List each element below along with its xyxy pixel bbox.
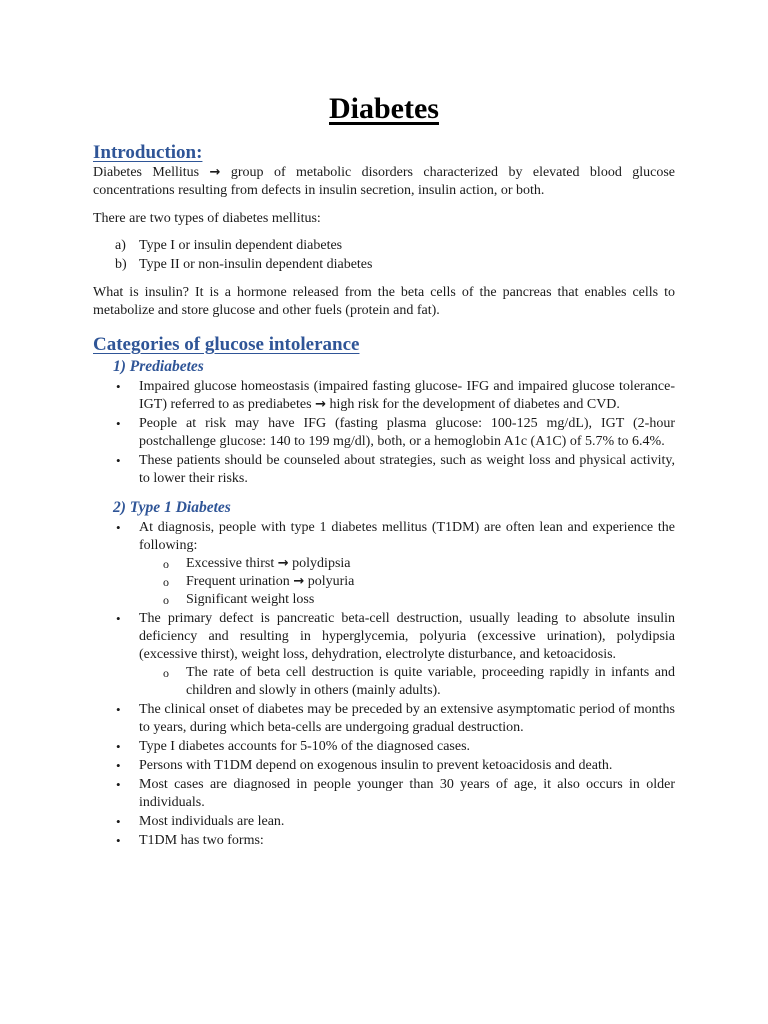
list-item [93, 452, 675, 488]
bullet-icon: • [116, 739, 121, 754]
types-intro: There are two types of diabetes mellitus: [93, 211, 321, 226]
list-item-text: At diagnosis, people with type 1 diabetes mellitus (T1DM) are often lean and experience the following: [139, 520, 675, 553]
list-item-text: The primary defect is pancreatic beta-cell destruction, usually leading to absolute insulin deficiency and resulting in hyperglycemia, polyuria (excessive urination), polydipsia (excessive thirst), weight loss, dehydration, electrolyte disturbance, and ketoacidosis. [139, 611, 675, 662]
list-item [93, 701, 675, 737]
list-item-text: T1DM has two forms: [139, 833, 264, 848]
right-arrow-icon: → [293, 574, 305, 589]
list-item [93, 813, 675, 831]
list-item-text: Excessive thirst [186, 556, 275, 571]
list-item-text: Most individuals are lean. [139, 814, 285, 829]
document-title: Diabetes [329, 92, 439, 125]
list-item-text: polydipsia [292, 556, 351, 571]
type1-heading: 2) Type 1 Diabetes [113, 499, 231, 516]
list-item-text: high risk for the development of diabetes and CVD. [329, 397, 620, 412]
right-arrow-icon: → [277, 556, 289, 571]
list-item-text: Persons with T1DM depend on exogenous insulin to prevent ketoacidosis and death. [139, 758, 613, 773]
list-item [93, 757, 675, 775]
list-item-text: Frequent urination [186, 574, 290, 589]
bullet-icon: • [116, 777, 121, 792]
list-item [93, 738, 675, 756]
list-item [93, 610, 675, 700]
circle-bullet-icon: o [163, 666, 169, 680]
bullet-icon: • [116, 520, 121, 535]
list-item [115, 255, 675, 274]
list-item-text: The clinical onset of diabetes may be preceded by an extensive asymptomatic period of months to years, during which beta-cells are undergoing gradual destruction. [139, 702, 675, 735]
categories-heading: Categories of glucose intolerance [93, 334, 360, 355]
list-item-text: These patients should be counseled about strategies, such as weight loss and physical activity, to lower their risks. [139, 453, 675, 486]
list-item [93, 415, 675, 451]
list-marker: a) [115, 238, 126, 253]
list-item-text: Type II or non-insulin dependent diabetes [139, 257, 373, 272]
right-arrow-icon: → [315, 397, 326, 412]
symptoms-sublist [139, 555, 675, 609]
bullet-icon: • [116, 379, 121, 394]
list-item [93, 832, 675, 850]
list-item-text: Type I or insulin dependent diabetes [139, 238, 343, 253]
bullet-icon: • [116, 814, 121, 829]
list-item [93, 776, 675, 812]
bullet-icon: • [116, 702, 121, 717]
beta-cell-sublist [139, 664, 675, 700]
types-list [93, 236, 675, 274]
list-item [139, 555, 675, 573]
list-item-text: polyuria [307, 574, 355, 589]
bullet-icon: • [116, 453, 121, 468]
type1-list [93, 519, 675, 850]
term-diabetes-mellitus: Diabetes Mellitus [93, 165, 200, 180]
prediabetes-heading: 1) Prediabetes [113, 358, 204, 375]
list-item-text: The rate of beta cell destruction is quite variable, proceeding rapidly in infants and children and slowly in others (mainly adults). [186, 665, 675, 698]
list-item [139, 664, 675, 700]
bullet-icon: • [116, 611, 121, 626]
list-item [93, 519, 675, 609]
bullet-icon: • [116, 833, 121, 848]
bullet-icon: • [116, 758, 121, 773]
bullet-icon: • [116, 416, 121, 431]
intro-definition [93, 164, 675, 200]
circle-bullet-icon: o [163, 575, 169, 589]
definition-text: group of metabolic disorders characterized by elevated blood glucose concentrations resulting from defects in insulin secretion, insulin action, or both. [93, 165, 676, 198]
circle-bullet-icon: o [163, 557, 169, 571]
introduction-heading: Introduction: [93, 142, 203, 163]
list-item [93, 378, 675, 414]
insulin-paragraph: What is insulin? It is a hormone released from the beta cells of the pancreas that enables cells to metabolize and store glucose and other fuels (protein and fat). [93, 285, 675, 318]
list-item [139, 573, 675, 591]
list-item-text: Significant weight loss [186, 592, 315, 607]
list-item-text: Impaired glucose homeostasis (impaired fasting glucose- IFG and impaired glucose tolerance- IGT) referred to as prediabetes [139, 379, 675, 412]
right-arrow-icon: → [209, 165, 221, 180]
prediabetes-list [93, 378, 675, 488]
list-item [115, 236, 675, 255]
list-item [139, 591, 675, 609]
list-item-text: Type I diabetes accounts for 5-10% of the diagnosed cases. [139, 739, 471, 754]
list-item-text: Most cases are diagnosed in people younger than 30 years of age, it also occurs in older individuals. [139, 777, 675, 810]
circle-bullet-icon: o [163, 593, 169, 607]
list-marker: b) [115, 257, 127, 272]
list-item-text: People at risk may have IFG (fasting plasma glucose: 100-125 mg/dL), IGT (2-hour postchallenge glucose: 140 to 199 mg/dl), both, or a hemoglobin A1c (A1C) of 5.7% to 6.4%. [139, 416, 675, 449]
